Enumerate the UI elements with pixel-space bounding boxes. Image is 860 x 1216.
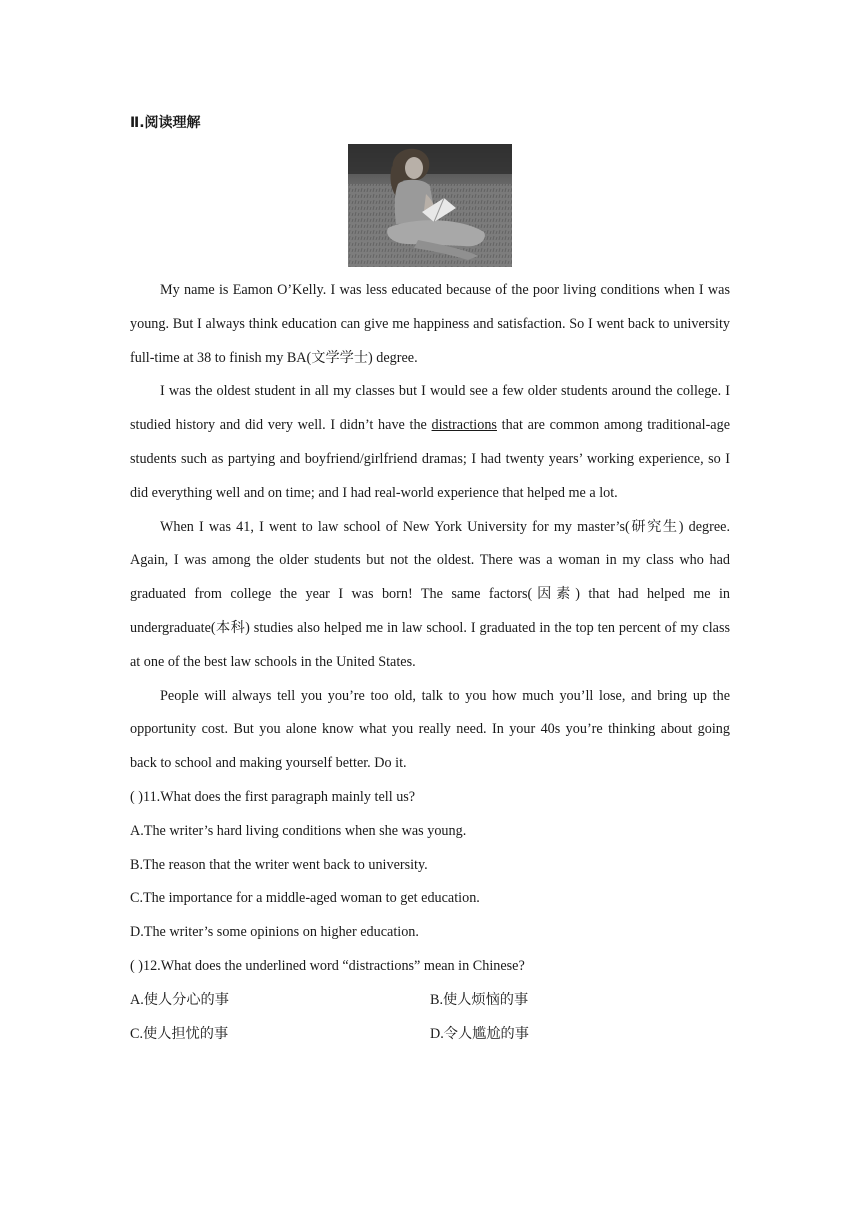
question-12-option-c: C.使人担忧的事: [130, 1025, 229, 1042]
passage-paragraph-1: My name is Eamon O’Kelly. I was less educated because of the poor living conditions when I was young. But I always think education can give me happiness and satisfaction. So I went back to university full-time at 38 to finish my BA(文学学士) degree.: [130, 282, 730, 366]
question-11-option-d: D.The writer’s some opinions on higher education.: [130, 924, 419, 941]
section-title: Ⅱ.阅读理解: [130, 115, 201, 131]
passage-paragraph-3: When I was 41, I went to law school of New York University for my master’s(研究生) degree. Again, I was among the older students but not the oldest. There was a woman in my class who had graduated from college the year I was born! The same factors(因素) that had helped me in undergraduate(本科) studies also helped me in law school. I graduated in the top ten percent of my class at one of the best law schools in the United States.: [130, 518, 730, 670]
question-12-stem: ( )12.What does the underlined word “distractions” mean in Chinese?: [130, 957, 525, 974]
question-12-options-row-1: [130, 984, 730, 1018]
question-11-option-a: A.The writer’s hard living conditions when she was young.: [130, 822, 467, 839]
question-11-option-b: B.The reason that the writer went back to university.: [130, 856, 428, 873]
question-12-option-b: B.使人烦恼的事: [430, 991, 529, 1008]
photo-woman-reading-icon: [348, 144, 512, 267]
paragraph-2-text-after: that are common among traditional-age students such as partying and boyfriend/girlfriend dramas; I had twenty years’ working experience, so I did everything well and on time; and I had real-world experience that helped me a lot.: [130, 417, 730, 501]
question-12-option-a: A.使人分心的事: [130, 991, 229, 1008]
question-11-option-c: C.The importance for a middle-aged woman to get education.: [130, 890, 480, 907]
underlined-word-distractions: distractions: [431, 417, 497, 434]
passage-and-questions: [130, 274, 730, 1051]
passage-paragraph-2: [130, 375, 730, 510]
question-12-option-d: D.令人尴尬的事: [430, 1025, 529, 1042]
passage-paragraph-4: People will always tell you you’re too old, talk to you how much you’ll lose, and bring up the opportunity cost. But you alone know what you really need. In your 40s you’re thinking about going back to school and making yourself better. Do it.: [130, 687, 730, 772]
paragraph-2-text-before: I was the oldest student in all my classes but I would see a few older students around the college. I studied history and did very well. I didn’t have the: [130, 383, 730, 434]
question-12-options-row-2: [130, 1018, 730, 1052]
question-11-stem: ( )11.What does the first paragraph mainly tell us?: [130, 788, 416, 805]
reading-woman-photo: [348, 144, 512, 267]
